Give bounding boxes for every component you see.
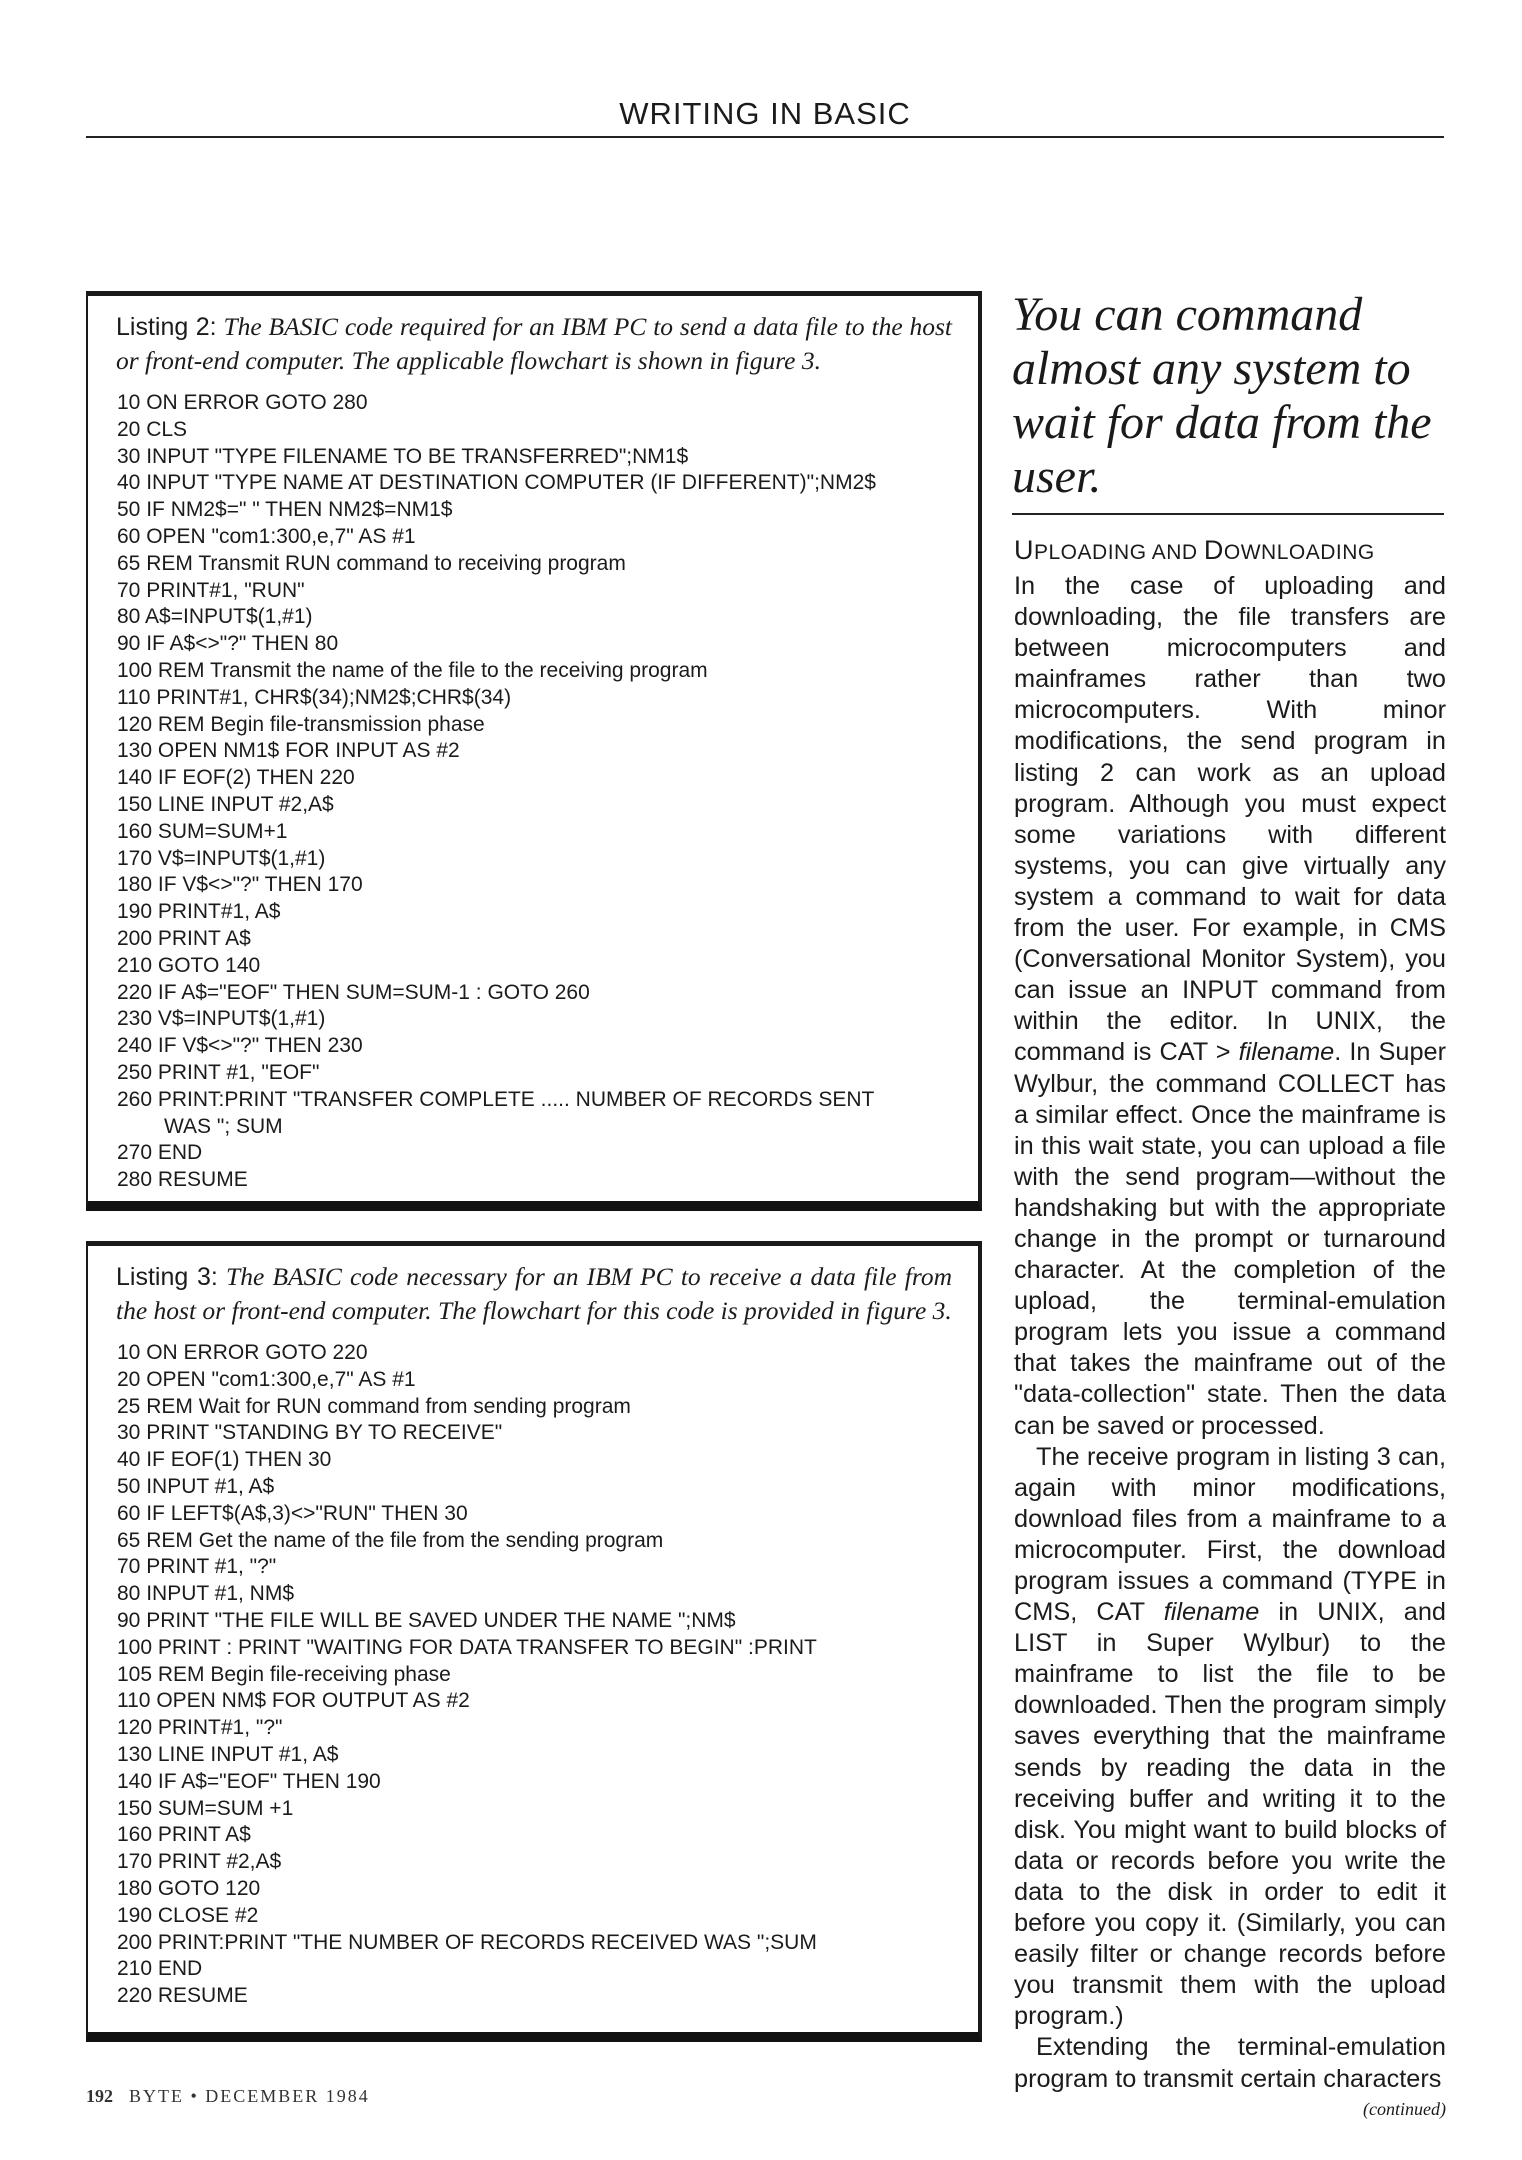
paragraph-2-part-b: in UNIX, and LIST in Super Wylbur) to the mainframe to list the file to be downloaded. Then the program simply saves everything that the mainframe sends by reading the data in the receiving buffer and writing it to the disk. You might want to build blocks of data or records before you write the data to the disk in order to edit it before you copy it. (Similarly, you can easily filter or change records before you transmit them with the upload program.): [1014, 1598, 1446, 2031]
listing-2-code: [117, 390, 978, 1194]
code-line: 270 END: [117, 1141, 203, 1165]
code-line: 70 PRINT #1, "?": [117, 1555, 277, 1579]
code-line: 250 PRINT #1, "EOF": [117, 1060, 320, 1084]
code-line: 20 CLS: [117, 417, 188, 441]
code-line: 230 V$=INPUT$(1,#1): [117, 1007, 326, 1031]
code-line: 80 A$=INPUT$(1,#1): [117, 605, 313, 629]
code-line: 220 IF A$="EOF" THEN SUM=SUM-1 : GOTO 260: [117, 980, 590, 1004]
listing-3-caption-text: The BASIC code necessary for an IBM PC to receive a data file from the host or front-end computer. The flowchart for this code is provided in figure 3.: [116, 1262, 953, 1325]
code-line: 280 RESUME: [117, 1168, 248, 1192]
code-line: 110 OPEN NM$ FOR OUTPUT AS #2: [117, 1689, 470, 1713]
paragraph-1-italic: filename: [1238, 1038, 1335, 1067]
code-line: 130 OPEN NM1$ FOR INPUT AS #2: [117, 739, 460, 763]
code-line: WAS "; SUM: [164, 1114, 283, 1138]
pull-quote-rule: [1012, 513, 1444, 515]
listing-2-caption: [116, 310, 952, 378]
code-line: 190 CLOSE #2: [117, 1903, 259, 1927]
code-line: 90 PRINT "THE FILE WILL BE SAVED UNDER THE NAME ";NM$: [117, 1608, 736, 1632]
code-line: 240 IF V$<>"?" THEN 230: [117, 1034, 363, 1058]
running-header: WRITING IN BASIC: [619, 96, 911, 131]
code-line: 20 OPEN "com1:300,e,7" AS #1: [117, 1367, 416, 1391]
code-line: 200 PRINT A$: [117, 926, 251, 950]
paragraph-1: [1014, 571, 1446, 1442]
paragraph-1-part-b: . In Super Wylbur, the command COLLECT has a similar effect. Once the mainframe is in this wait state, you can upload a file with the send program—without the handshaking but with the appropriate change in the prompt or turnaround character. At the completion of the upload, the terminal-emulation program lets you issue a command that takes the mainframe out of the "data-collection" state. Then the data can be saved or processed.: [1014, 1038, 1447, 1440]
heading-initial-1: U: [1014, 535, 1034, 565]
code-line: 30 PRINT "STANDING BY TO RECEIVE": [117, 1421, 503, 1445]
page-number: 192: [86, 2086, 113, 2106]
code-line: 90 IF A$<>"?" THEN 80: [117, 632, 339, 656]
paragraph-1-part-a: In the case of uploading and downloading, the file transfers are between microcomputers and mainframes rather than two microcomputers. With minor modifications, the send program in listing 2 can work as an upload program. Although you must expect some variations with different systems, you can give virtually any system a command to wait for data from the user. For example, in CMS (Conversational Monitor System), you can issue an INPUT command from within the editor. In UNIX, the command is CAT >: [1014, 572, 1446, 1067]
heading-rest-2: OWNLOADING: [1223, 541, 1375, 564]
code-line: 50 INPUT #1, A$: [117, 1474, 275, 1498]
code-line: 200 PRINT:PRINT "THE NUMBER OF RECORDS RECEIVED WAS ";SUM: [117, 1930, 817, 1954]
code-line: 190 PRINT#1, A$: [117, 900, 281, 924]
code-line: 70 PRINT#1, "RUN": [117, 578, 305, 602]
code-line: 120 REM Begin file-transmission phase: [117, 712, 485, 736]
code-line: 60 OPEN "com1:300,e,7" AS #1: [117, 524, 416, 548]
code-line: 100 PRINT : PRINT "WAITING FOR DATA TRANSFER TO BEGIN" :PRINT: [117, 1635, 817, 1659]
code-line: 50 IF NM2$=" " THEN NM2$=NM1$: [117, 498, 453, 522]
listing-2-box: [86, 291, 982, 1211]
code-line: 180 IF V$<>"?" THEN 170: [117, 873, 363, 897]
page-footer: [86, 2086, 370, 2107]
code-line: 260 PRINT:PRINT "TRANSFER COMPLETE ..... NUMBER OF RECORDS SENT: [117, 1087, 875, 1111]
article-body: [1014, 571, 1446, 2095]
code-line: 110 PRINT#1, CHR$(34);NM2$;CHR$(34): [117, 685, 512, 709]
listing-2-title: Listing 2:: [116, 313, 217, 341]
code-line: 180 GOTO 120: [117, 1876, 261, 1900]
code-line: 40 IF EOF(1) THEN 30: [117, 1448, 332, 1472]
listing-3-caption: [116, 1260, 952, 1328]
code-line: 65 REM Get the name of the file from the sending program: [117, 1528, 664, 1552]
listing-3-title: Listing 3:: [116, 1263, 218, 1291]
listing-3-code: [117, 1340, 978, 2010]
code-line: 170 PRINT #2,A$: [117, 1850, 282, 1874]
code-line: 210 GOTO 140: [117, 953, 261, 977]
paragraph-2-italic: filename: [1163, 1598, 1260, 1627]
heading-initial-2: D: [1203, 535, 1224, 565]
code-line: 210 END: [117, 1957, 203, 1981]
code-line: 160 SUM=SUM+1: [117, 819, 288, 843]
code-line: 10 ON ERROR GOTO 280: [117, 391, 368, 414]
code-line: 65 REM Transmit RUN command to receiving program: [117, 551, 626, 575]
code-line: 130 LINE INPUT #1, A$: [117, 1742, 339, 1766]
continued-note: (continued): [1363, 2098, 1446, 2119]
paragraph-2: [1014, 1442, 1446, 2033]
article-column: [1014, 530, 1446, 2120]
paragraph-2-part-a: The receive program in listing 3 can, again with minor modifications, download files from a mainframe to a microcomputer. First, the download program issues a command (TYPE in CMS, CAT: [1014, 1442, 1446, 1627]
paragraph-3: Extending the terminal-emulation program to transmit certain characters: [1014, 2033, 1446, 2093]
code-line: 30 INPUT "TYPE FILENAME TO BE TRANSFERRED";NM1$: [117, 444, 689, 468]
code-line: 105 REM Begin file-receiving phase: [117, 1662, 451, 1686]
code-line: 100 REM Transmit the name of the file to the receiving program: [117, 658, 708, 682]
code-line: 40 INPUT "TYPE NAME AT DESTINATION COMPUTER (IF DIFFERENT)";NM2$: [117, 471, 876, 495]
code-line: 220 RESUME: [117, 1984, 248, 2008]
code-line: 170 V$=INPUT$(1,#1): [117, 846, 326, 870]
listing-3-box: [86, 1241, 982, 2042]
header-rule: [86, 136, 1444, 138]
code-line: 60 IF LEFT$(A$,3)<>"RUN" THEN 30: [117, 1501, 468, 1525]
code-line: 80 INPUT #1, NM$: [117, 1582, 295, 1606]
code-line: 120 PRINT#1, "?": [117, 1716, 283, 1740]
code-line: 140 IF EOF(2) THEN 220: [117, 766, 355, 790]
code-line: 140 IF A$="EOF" THEN 190: [117, 1769, 381, 1793]
section-heading: [1014, 532, 1446, 571]
code-line: 150 SUM=SUM +1: [117, 1796, 294, 1820]
pull-quote: You can command almost any system to wait for data from the user.: [1012, 288, 1432, 503]
code-line: 25 REM Wait for RUN command from sending program: [117, 1394, 631, 1418]
code-line: 160 PRINT A$: [117, 1823, 251, 1847]
code-line: 150 LINE INPUT #2,A$: [117, 792, 334, 816]
listing-2-caption-text: The BASIC code required for an IBM PC to send a data file to the host or front-end computer. The applicable flowchart is shown in figure 3.: [116, 312, 953, 375]
code-line: 10 ON ERROR GOTO 220: [117, 1341, 368, 1364]
footer-publication: BYTE • DECEMBER 1984: [129, 2086, 370, 2106]
heading-rest-1: PLOADING AND: [1034, 541, 1204, 564]
